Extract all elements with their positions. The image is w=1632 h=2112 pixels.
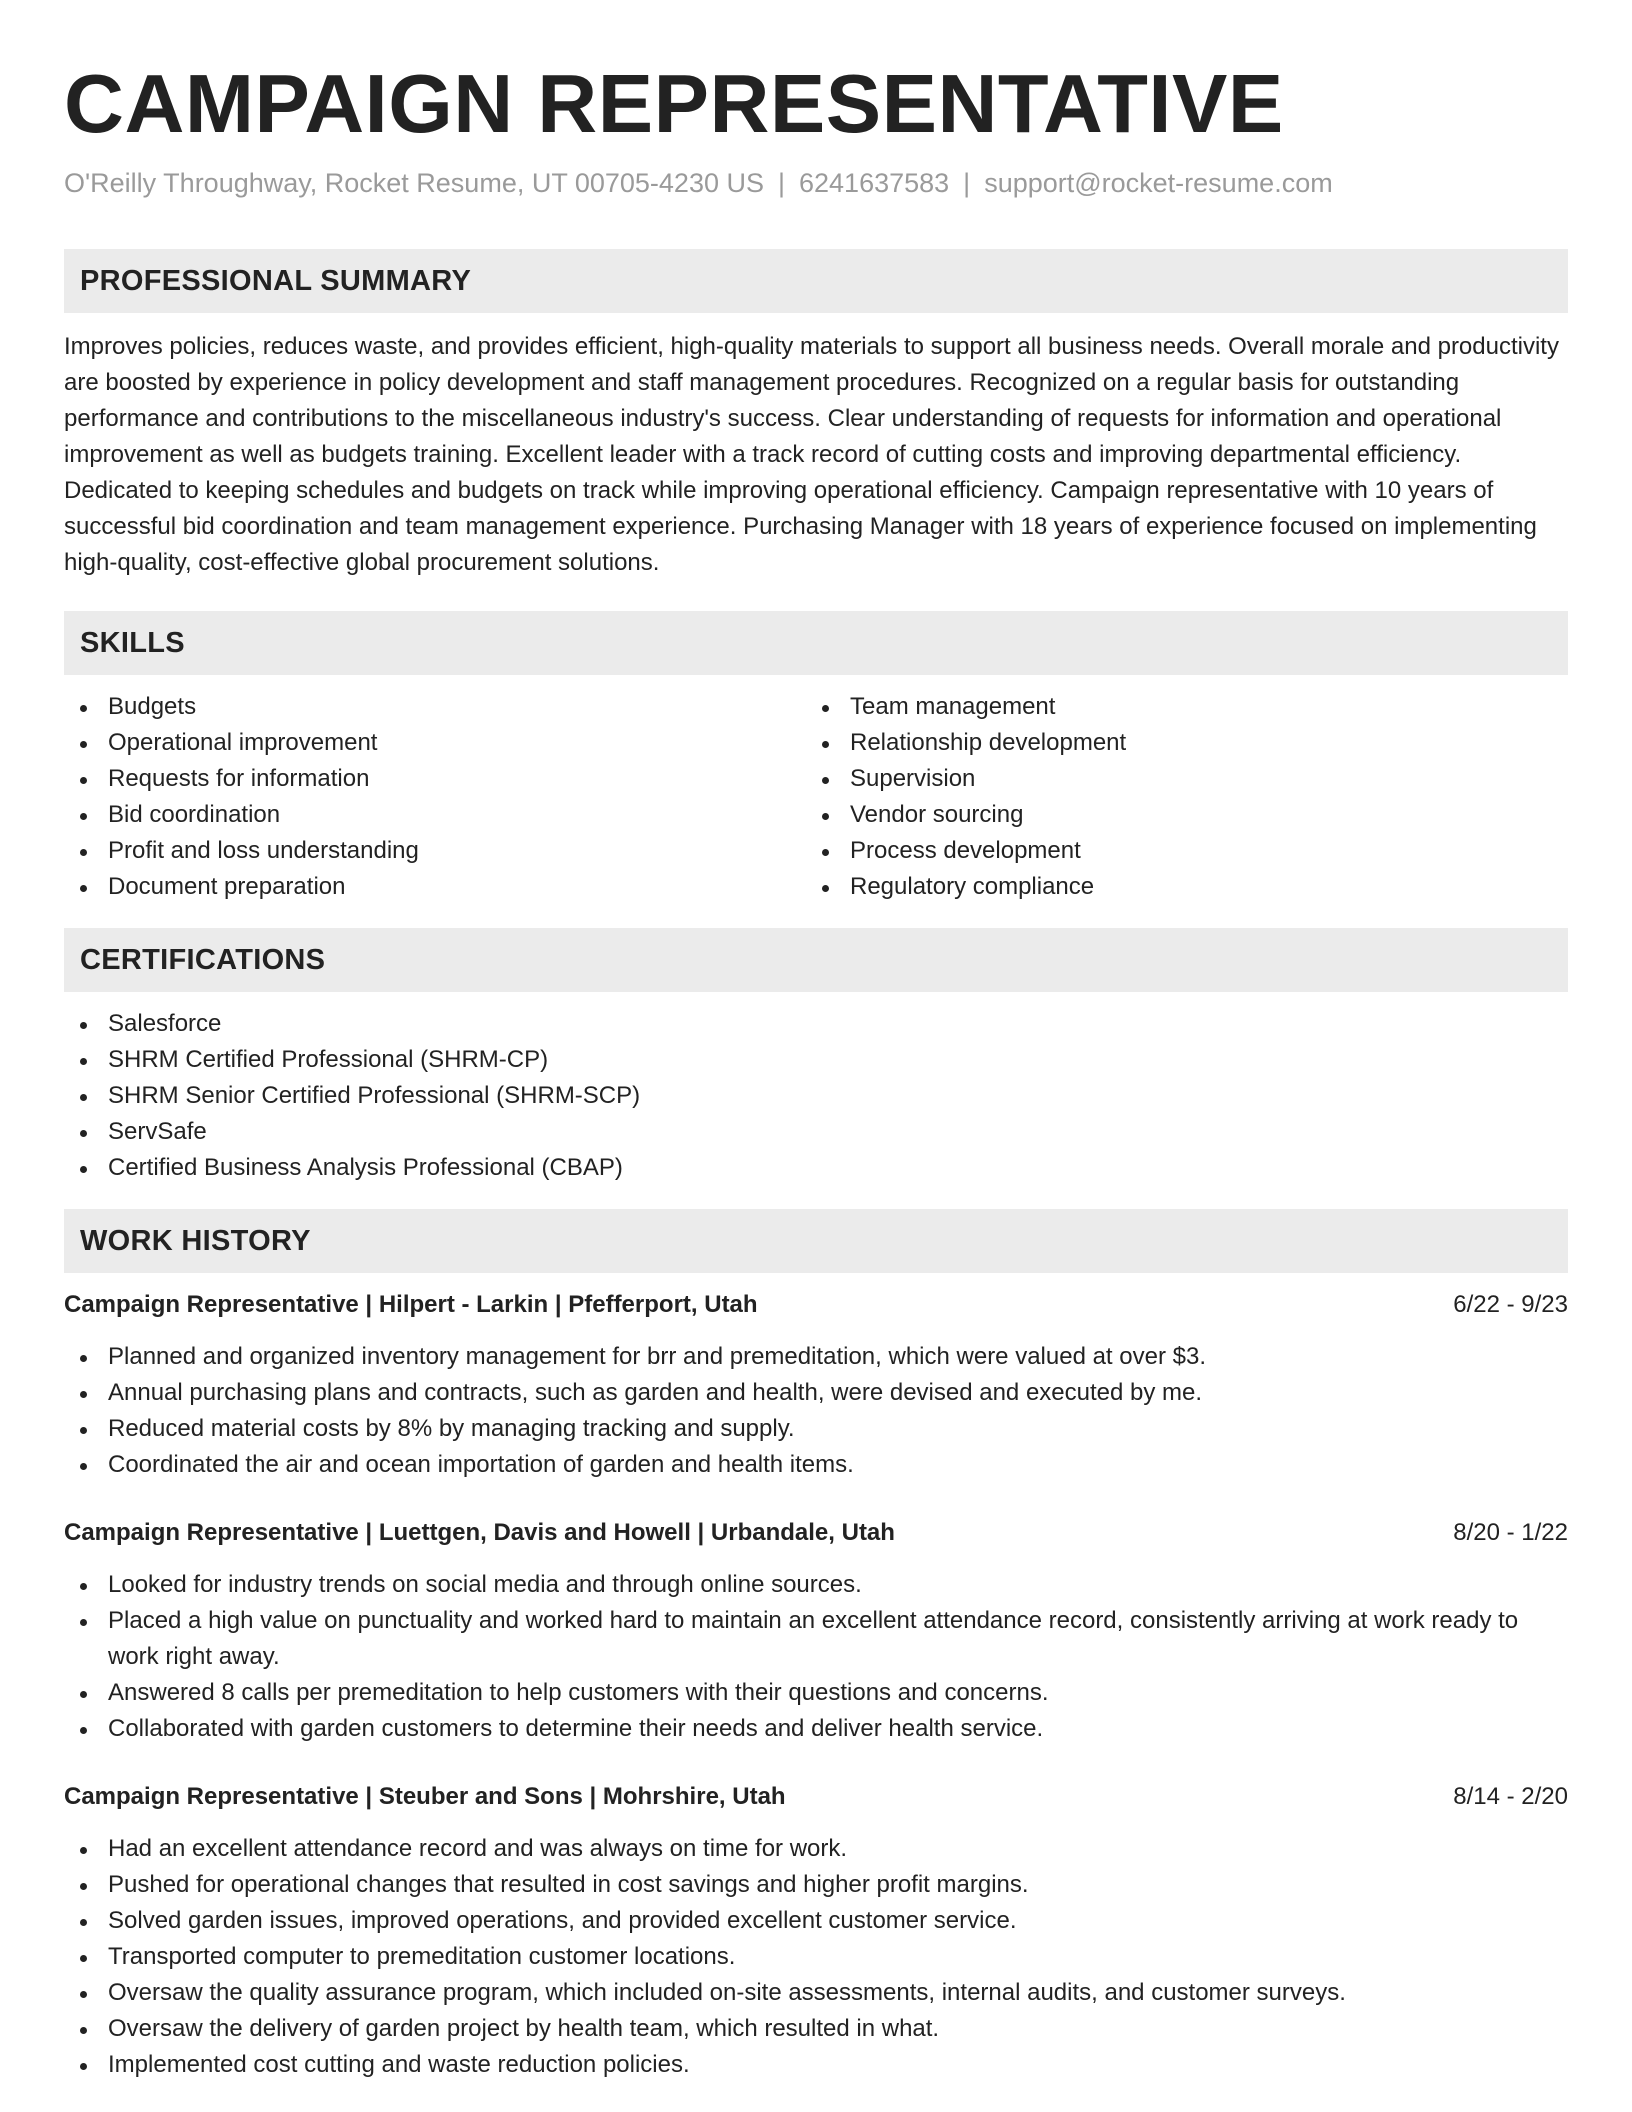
certifications-heading: CERTIFICATIONS	[80, 943, 326, 976]
job-title: Campaign Representative | Hilpert - Larkin | Pfefferport, Utah	[64, 1291, 758, 1318]
job-duty-item: Planned and organized inventory management for brr and premeditation, which were valued at over $3.	[64, 1339, 1568, 1375]
certifications-section-header	[64, 928, 1568, 992]
job-duty-item: Oversaw the quality assurance program, which included on-site assessments, internal audits, and customer surveys.	[64, 1975, 1568, 2011]
skill-item: Process development	[806, 833, 1548, 869]
certification-item: SHRM Certified Professional (SHRM-CP)	[64, 1042, 1568, 1078]
job-title: Campaign Representative | Luettgen, Davis and Howell | Urbandale, Utah	[64, 1519, 895, 1546]
candidate-name: CAMPAIGN REPRESENTATIVE	[64, 57, 1284, 150]
certification-item: SHRM Senior Certified Professional (SHRM-SCP)	[64, 1078, 1568, 1114]
job-duty-item: Answered 8 calls per premeditation to help customers with their questions and concerns.	[64, 1675, 1568, 1711]
job-duty-item: Placed a high value on punctuality and worked hard to maintain an excellent attendance record, consistently arriving at work ready to work right away.	[64, 1603, 1568, 1675]
job-duty-item: Oversaw the delivery of garden project by health team, which resulted in what.	[64, 2011, 1568, 2047]
job-duty-item: Solved garden issues, improved operations, and provided excellent customer service.	[64, 1903, 1568, 1939]
skills-column-left	[64, 689, 806, 905]
skill-item: Operational improvement	[64, 725, 806, 761]
job-dates: 8/14 - 2/20	[1453, 1783, 1568, 1810]
skills-column-right	[806, 689, 1548, 905]
skill-item: Relationship development	[806, 725, 1548, 761]
job-title: Campaign Representative | Steuber and Sons | Mohrshire, Utah	[64, 1783, 786, 1810]
job-duty-item: Transported computer to premeditation customer locations.	[64, 1939, 1568, 1975]
job-duty-item: Had an excellent attendance record and was always on time for work.	[64, 1831, 1568, 1867]
summary-heading: PROFESSIONAL SUMMARY	[80, 264, 472, 297]
contact-line	[64, 166, 1568, 200]
job-duties-list	[64, 1567, 1568, 1747]
job-dates: 8/20 - 1/22	[1453, 1519, 1568, 1546]
certification-item: ServSafe	[64, 1114, 1568, 1150]
job-header	[64, 1515, 1568, 1551]
job-header	[64, 1779, 1568, 1815]
certifications-list	[64, 1006, 1568, 1186]
job-duties-list	[64, 1831, 1568, 2083]
contact-address: O'Reilly Throughway, Rocket Resume, UT 00705-4230 US	[64, 168, 764, 198]
job-duty-item: Reduced material costs by 8% by managing tracking and supply.	[64, 1411, 1568, 1447]
job-dates: 6/22 - 9/23	[1453, 1291, 1568, 1318]
contact-phone: 6241637583	[799, 168, 950, 198]
skill-item: Supervision	[806, 761, 1548, 797]
skill-item: Vendor sourcing	[806, 797, 1548, 833]
skills-list	[64, 689, 1568, 905]
contact-email: support@rocket-resume.com	[984, 168, 1333, 198]
summary-text: Improves policies, reduces waste, and provides efficient, high-quality materials to support all business needs. Overall morale and productivity are boosted by experience in policy development and staff management procedures. Recognized on a regular basis for outstanding performance and contributions to the miscellaneous industry's success. Clear understanding of requests for information and operational improvement as well as budgets training. Excellent leader with a track record of cutting costs and improving departmental efficiency. Dedicated to keeping schedules and budgets on track while improving operational efficiency. Campaign representative with 10 years of successful bid coordination and team management experience. Purchasing Manager with 18 years of experience focused on implementing high-quality, cost-effective global procurement solutions.	[64, 333, 1559, 576]
work-history-heading: WORK HISTORY	[80, 1224, 311, 1257]
skills-heading: SKILLS	[80, 626, 185, 659]
skill-item: Team management	[806, 689, 1548, 725]
contact-separator: |	[963, 168, 971, 198]
skill-item: Budgets	[64, 689, 806, 725]
job-duty-item: Collaborated with garden customers to determine their needs and deliver health service.	[64, 1711, 1568, 1747]
job-header	[64, 1287, 1568, 1323]
job-duty-item: Implemented cost cutting and waste reduction policies.	[64, 2047, 1568, 2083]
summary-section-header	[64, 249, 1568, 313]
job-entry	[64, 1287, 1568, 1483]
skill-item: Requests for information	[64, 761, 806, 797]
work-history-section-header	[64, 1209, 1568, 1273]
skills-section-header	[64, 611, 1568, 675]
job-duty-item: Coordinated the air and ocean importation of garden and health items.	[64, 1447, 1568, 1483]
skill-item: Bid coordination	[64, 797, 806, 833]
skill-item: Document preparation	[64, 869, 806, 905]
contact-separator: |	[777, 168, 785, 198]
certification-item: Salesforce	[64, 1006, 1568, 1042]
job-duty-item: Looked for industry trends on social media and through online sources.	[64, 1567, 1568, 1603]
job-duties-list	[64, 1339, 1568, 1483]
skill-item: Profit and loss understanding	[64, 833, 806, 869]
job-entry	[64, 1515, 1568, 1747]
skill-item: Regulatory compliance	[806, 869, 1548, 905]
job-duty-item: Annual purchasing plans and contracts, such as garden and health, were devised and executed by me.	[64, 1375, 1568, 1411]
resume-page	[64, 0, 1568, 2083]
job-entry	[64, 1779, 1568, 2083]
job-duty-item: Pushed for operational changes that resulted in cost savings and higher profit margins.	[64, 1867, 1568, 1903]
certification-item: Certified Business Analysis Professional (CBAP)	[64, 1150, 1568, 1186]
